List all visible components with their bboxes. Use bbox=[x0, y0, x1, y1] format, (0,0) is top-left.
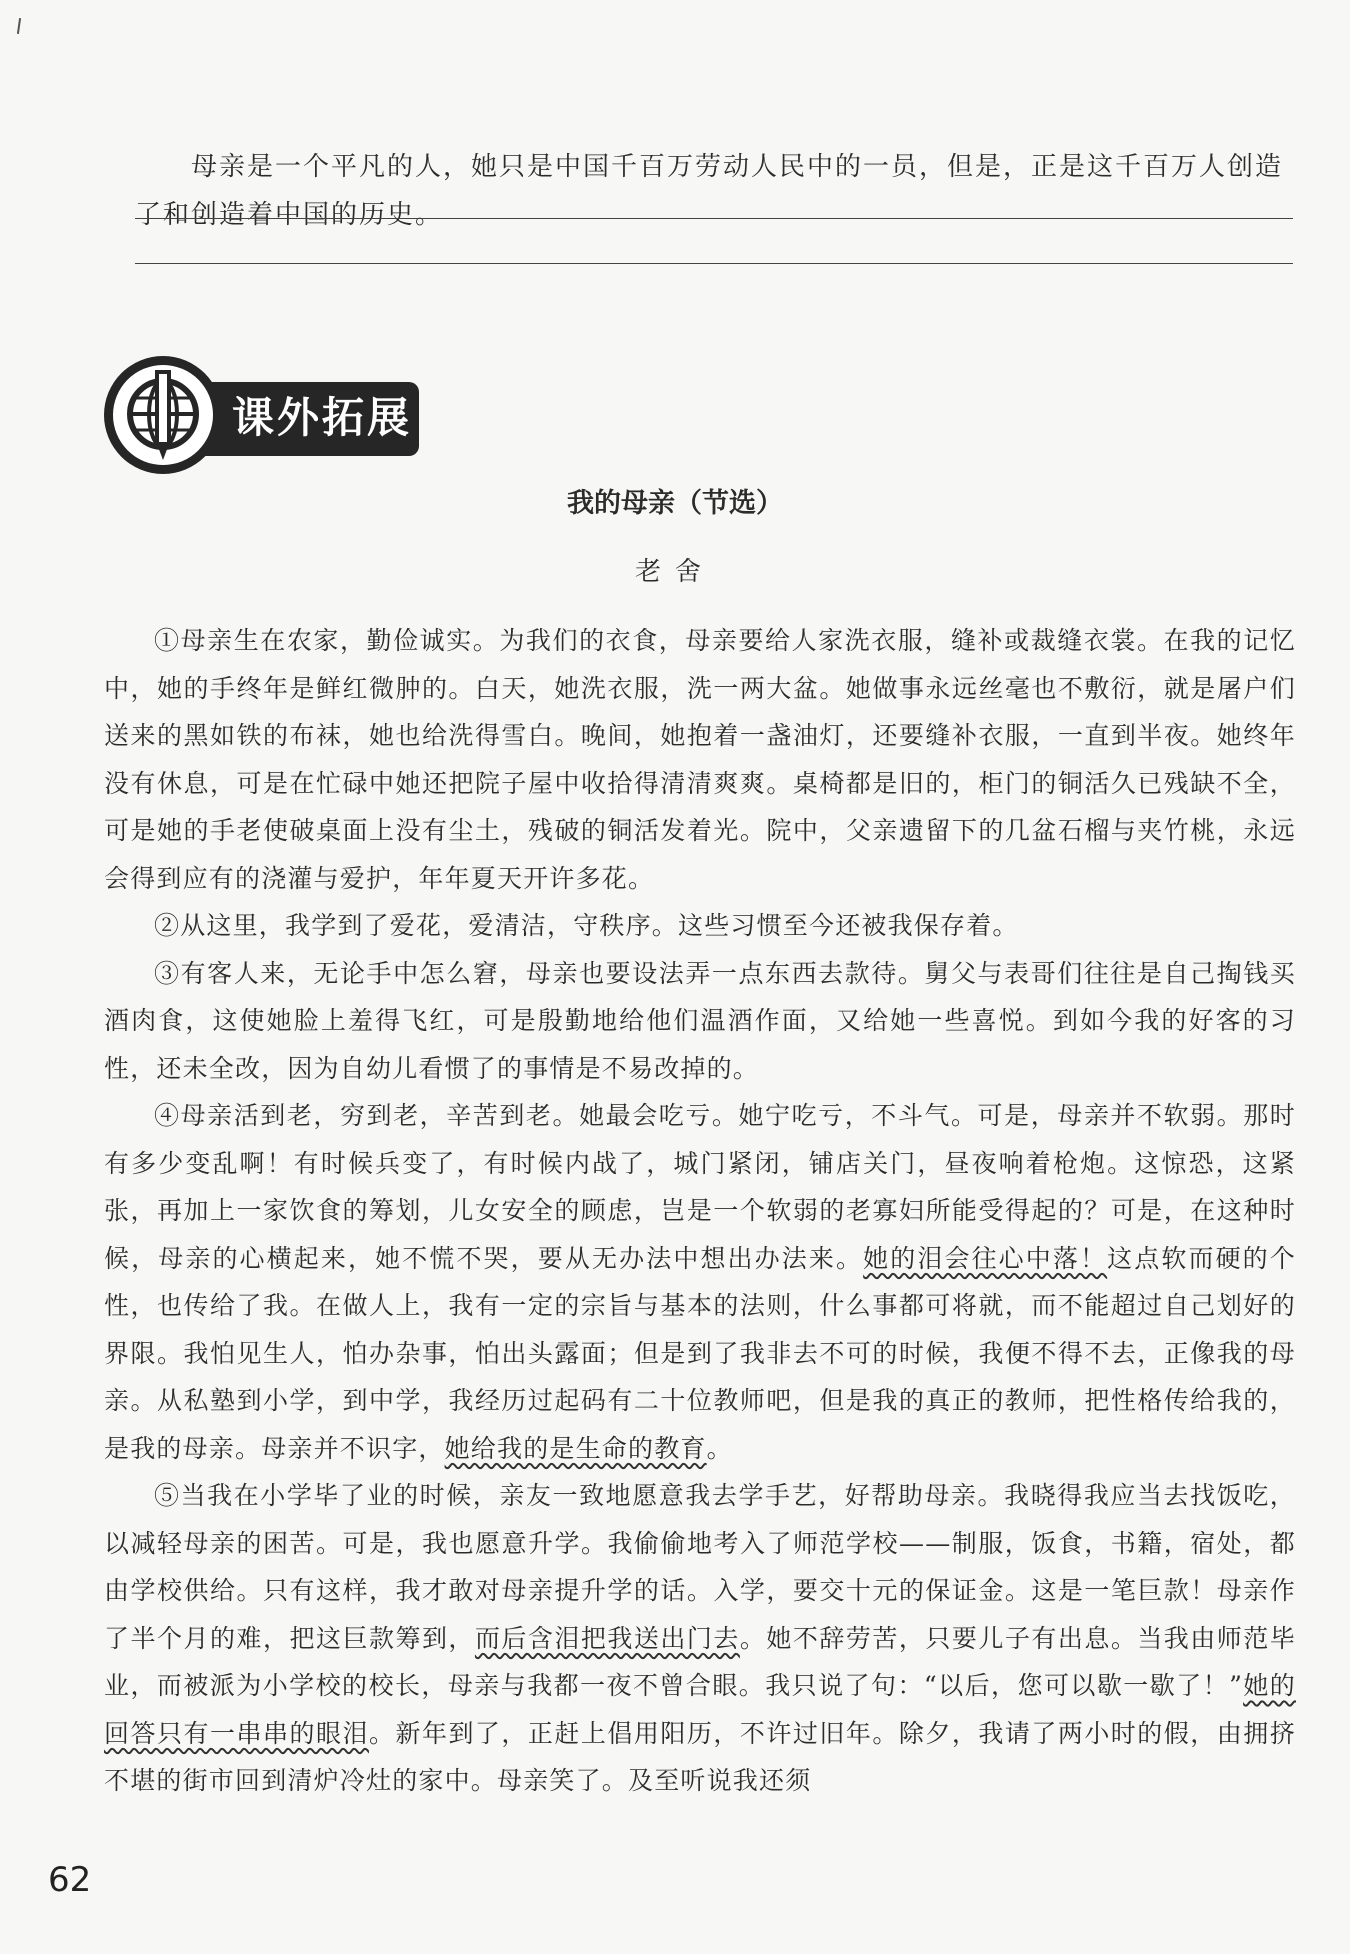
paragraph-text: ②从这里，我学到了爱花，爱清洁，守秩序。这些习惯至今还被我保存着。 bbox=[154, 911, 1019, 940]
underlined-sentence: 她给我的是生命的教育 bbox=[444, 1433, 707, 1463]
paragraph-text: ③有客人来，无论手中怎么窘，母亲也要设法弄一点东西去款待。舅父与表哥们往往是自己掏钱买酒肉食，这使她脸上羞得飞红，可是殷勤地给他们温酒作面，又给她一些喜悦。到如今我的好客的习性，还未全改，因为自幼儿看惯了的事情是不易改掉的。 bbox=[104, 958, 1296, 1083]
article-author: 老舍 bbox=[634, 557, 715, 587]
article-paragraph bbox=[104, 1472, 1296, 1805]
paragraph-text: 。 bbox=[706, 1433, 733, 1463]
article-paragraph bbox=[104, 902, 1296, 950]
article-paragraph bbox=[104, 617, 1296, 902]
answer-line bbox=[135, 218, 1293, 219]
article-title: 我的母亲（节选） bbox=[567, 488, 783, 519]
article-paragraph bbox=[104, 950, 1296, 1093]
intro-passage bbox=[135, 143, 1295, 239]
paragraph-text: ④母亲活到老，穷到老，辛苦到老。她最会吃亏。她宁吃亏，不斗气。可是，母亲并不软弱。那时有多少变乱啊！有时候兵变了，有时候内战了，城门紧闭，铺店关门，昼夜响着枪炮。这惊恐，这紧张，再加上一家饮食的筹划，儿女安全的顾虑，岂是一个软弱的老寡妇所能受得起的？可是，在这种时候，母亲的心横起来，她不慌不哭，要从无办法中想出办法来。 bbox=[104, 1101, 1296, 1273]
intro-paragraph: 母亲是一个平凡的人，她只是中国千百万劳动人民中的一员，但是，正是这千百万人创造了和创造着中国的历史。 bbox=[135, 152, 1284, 230]
paragraph-text: ①母亲生在农家，勤俭诚实。为我们的衣食，母亲要给人家洗衣服，缝补或裁缝衣裳。在我的记忆中，她的手终年是鲜红微肿的。白天，她洗衣服，洗一两大盆。她做事永远丝毫也不敷衍，就是屠户们送来的黑如铁的布袜，她也给洗得雪白。晚间，她抱着一盏油灯，还要缝补衣服，一直到半夜。她终年没有休息，可是在忙碌中她还把院子屋中收拾得清清爽爽。桌椅都是旧的，柜门的铜活久已残缺不全，可是她的手老使破桌面上没有尘土，残破的铜活发着光。院中，父亲遗留下的几盆石榴与夹竹桃，永远会得到应有的浇灌与爱护，年年夏天开许多花。 bbox=[104, 626, 1296, 893]
underlined-sentence: 她的回答只有一串串的眼泪 bbox=[104, 1671, 1296, 1748]
underlined-sentence: 她的泪会往心中落！ bbox=[863, 1243, 1108, 1273]
pencil-mark bbox=[17, 18, 21, 34]
article-paragraph bbox=[104, 1092, 1296, 1472]
paragraph-text: ⑤当我在小学毕了业的时候，亲友一致地愿意我去学手艺，好帮助母亲。我晓得我应当去找饭吃，以减轻母亲的困苦。可是，我也愿意升学。我偷偷地考入了师范学校——制服，饭食，书籍，宿处，都由学校供给。只有这样，我才敢对母亲提升学的话。入学，要交十元的保证金。这是一笔巨款！母亲作了半个月的难，把这巨款筹到， bbox=[104, 1481, 1296, 1653]
underlined-sentence: 而后含泪把我送出门去 bbox=[474, 1623, 740, 1653]
article-body bbox=[104, 617, 1296, 1805]
paragraph-text: 。她不辞劳苦，只要儿子有出息。当我由师范毕业，而被派为小学校的校长，母亲与我都一夜不曾合眼。我只说了句：“以后，您可以歇一歇了！” bbox=[104, 1623, 1296, 1700]
globe-pen-icon bbox=[117, 366, 209, 464]
answer-line bbox=[135, 263, 1293, 264]
page-number: 62 bbox=[48, 1860, 92, 1900]
section-banner bbox=[104, 356, 422, 480]
paragraph-text: 这点软而硬的个性，也传给了我。在做人上，我有一定的宗旨与基本的法则，什么事都可将就，而不能超过自己划好的界限。我怕见生人，怕办杂事，怕出头露面；但是到了我非去不可的时候，我便不得不去，正像我的母亲。从私塾到小学，到中学，我经历过起码有二十位教师吧，但是我的真正的教师，把性格传给我的，是我的母亲。母亲并不识字， bbox=[104, 1243, 1296, 1463]
paragraph-text: 。新年到了，正赶上倡用阳历，不许过旧年。除夕，我请了两小时的假，由拥挤不堪的街市回到清炉冷灶的家中。母亲笑了。及至听说我还须 bbox=[104, 1718, 1296, 1795]
section-banner-label: 课外拓展 bbox=[232, 393, 413, 442]
